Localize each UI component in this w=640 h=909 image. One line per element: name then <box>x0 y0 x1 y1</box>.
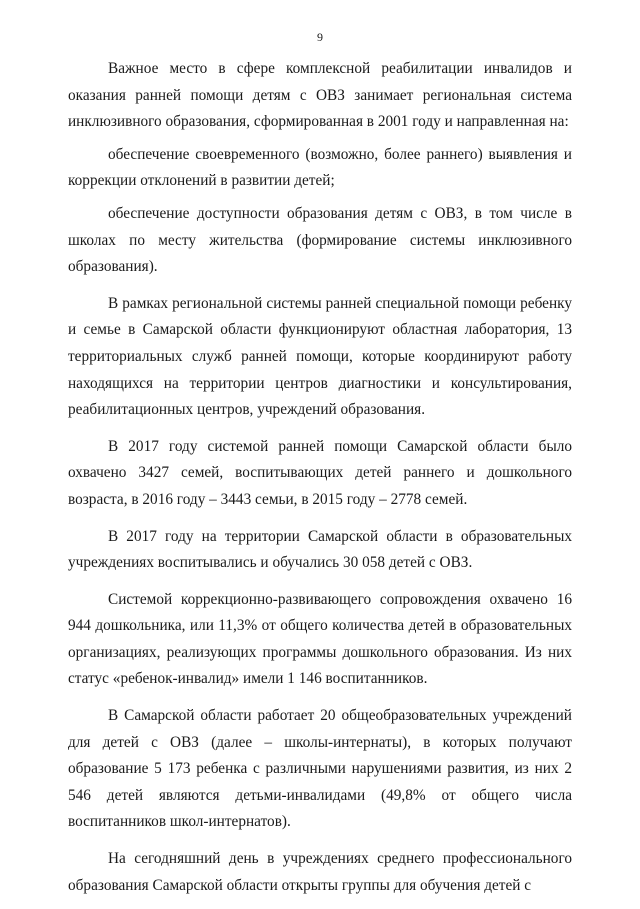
paragraph-2: обеспечение своевременного (возможно, более раннего) выявления и коррекции отклонений в развитии детей; <box>68 145 572 190</box>
paragraph-7: Системой коррекционно-развивающего сопровождения охвачено 16 944 дошкольника, или 11,3% от общего количества детей в образовательных организациях, реализующих программы дошкольного образования. Из них статус «ребенок-инвалид» имели 1 146 воспитанников. <box>68 590 572 688</box>
paragraph-8: В Самарской области работает 20 общеобразовательных учреждений для детей с ОВЗ (далее – школы-интернаты), в которых получают образование 5 173 ребенка с различными нарушениями развития, из них 2 546 детей являются детьми-инвалидами (49,8% от общего числа воспитанников школ-интернатов). <box>68 707 572 831</box>
paragraph-5: В 2017 году системой ранней помощи Самарской области было охвачено 3427 семей, воспитывающих детей раннего и дошкольного возраста, в 2016 году – 3443 семьи, в 2015 году – 2778 семей. <box>68 437 572 508</box>
paragraph-1: Важное место в сфере комплексной реабилитации инвалидов и оказания ранней помощи детям с ОВЗ занимает региональная система инклюзивного образования, сформированная в 2001 году и направленная на: <box>68 60 572 131</box>
paragraph-3: обеспечение доступности образования детям с ОВЗ, в том числе в школах по месту жительства (формирование системы инклюзивного образования). <box>68 204 572 276</box>
paragraph-6: В 2017 году на территории Самарской области в образовательных учреждениях воспитывались и обучались 30 058 детей с ОВЗ. <box>68 527 572 572</box>
paragraph-4: В рамках региональной системы ранней специальной помощи ребенку и семье в Самарской области функционируют областная лаборатория, 13 территориальных служб ранней помощи, которые координируют работу находящихся на территории центров диагностики и консультирования, реабилитационных центров, учреждений образования. <box>68 294 572 419</box>
page-number: 9 <box>317 30 323 44</box>
document-body <box>68 56 572 909</box>
paragraph-9: На сегодняшний день в учреждениях среднего профессионального образования Самарской области открыты группы для обучения детей с <box>68 850 572 894</box>
